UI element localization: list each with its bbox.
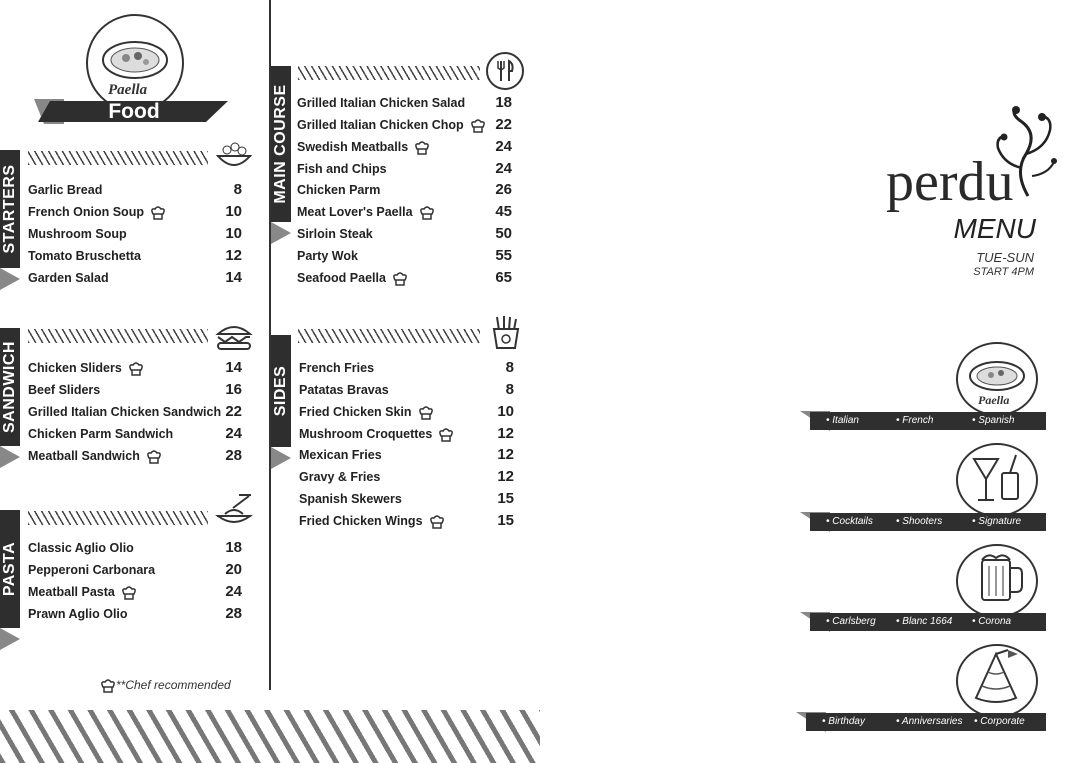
chef-note: **Chef recommended [100, 678, 231, 693]
chef-hat-icon [419, 206, 435, 220]
menu-price: 8 [505, 359, 514, 376]
starters-hatch [28, 151, 208, 165]
category-band: • Carlsberg • Blanc 1664 • Corona [810, 613, 1046, 631]
menu-price: 65 [495, 269, 512, 286]
pasta-hatch [28, 511, 208, 525]
menu-price: 24 [495, 160, 512, 177]
menu-price: 12 [225, 247, 242, 264]
party-hat-icon [956, 644, 1038, 718]
menu-price: 28 [225, 605, 242, 622]
sandwich-hatch [28, 329, 208, 343]
pasta-fork-icon [215, 492, 253, 528]
menu-item: Chicken Parm Sandwich [28, 427, 174, 441]
menu-item: Garlic Bread [28, 183, 103, 197]
menu-item: Fried Chicken Wings [299, 514, 445, 529]
tab-pasta-tail [0, 628, 20, 650]
menu-item: Fried Chicken Skin [299, 405, 434, 420]
menu-price: 14 [225, 359, 242, 376]
menu-item: Patatas Bravas [299, 383, 389, 397]
chef-hat-icon [392, 272, 408, 286]
menu-price: 8 [505, 381, 514, 398]
food-title: Food [108, 100, 160, 123]
open-days: TUE-SUN [976, 250, 1034, 265]
menu-price: 24 [495, 138, 512, 155]
chef-hat-icon [418, 406, 434, 420]
menu-price: 12 [497, 425, 514, 442]
paella-label: Paella [978, 393, 1010, 407]
menu-price: 12 [497, 446, 514, 463]
cutlery-icon [486, 52, 524, 90]
menu-item: Chicken Sliders [28, 361, 144, 376]
menu-item: Beef Sliders [28, 383, 101, 397]
menu-item: Mexican Fries [299, 448, 382, 462]
menu-price: 24 [225, 583, 242, 600]
menu-item: Party Wok [297, 249, 358, 263]
tab-main-course-tail [271, 222, 291, 244]
menu-price: 16 [225, 381, 242, 398]
menu-price: 50 [495, 225, 512, 242]
open-time: START 4PM [973, 266, 1034, 278]
tab-sandwich: SANDWICH [0, 328, 20, 446]
chef-hat-icon [128, 362, 144, 376]
menu-item: French Onion Soup [28, 205, 166, 220]
sandwich-icon [215, 322, 253, 352]
tab-sandwich-tail [0, 446, 20, 468]
chef-hat-icon [438, 428, 454, 442]
chef-hat-icon [100, 679, 116, 693]
menu-title: MENU [953, 213, 1036, 244]
menu-item: Spanish Skewers [299, 492, 402, 506]
menu-item: Seafood Paella [297, 271, 408, 286]
tab-starters: STARTERS [0, 150, 20, 268]
paella-label: Paella [108, 82, 148, 98]
menu-price: 22 [225, 403, 242, 420]
cocktail-icon [956, 443, 1038, 517]
tab-sides: SIDES [271, 335, 291, 447]
chef-hat-icon [121, 586, 137, 600]
brand-logo: perdu [886, 151, 1014, 213]
menu-item: Mushroom Soup [28, 227, 127, 241]
menu-price: 20 [225, 561, 242, 578]
menu-item: Pepperoni Carbonara [28, 563, 156, 577]
menu-price: 14 [225, 269, 242, 286]
menu-item: Sirloin Steak [297, 227, 373, 241]
menu-item: Fish and Chips [297, 162, 387, 176]
main-course-hatch [298, 66, 480, 80]
beer-mug-icon [956, 544, 1038, 618]
menu-item: Meatball Sandwich [28, 449, 162, 464]
chef-hat-icon [150, 206, 166, 220]
menu-item: Classic Aglio Olio [28, 541, 134, 555]
menu-price: 12 [497, 468, 514, 485]
menu-price: 10 [497, 403, 514, 420]
tab-starters-tail [0, 268, 20, 290]
category-band: • Italian • French • Spanish [810, 412, 1046, 430]
menu-price: 10 [225, 203, 242, 220]
french-fries-icon [490, 314, 522, 350]
menu-item: Swedish Meatballs [297, 140, 430, 155]
menu-item: Gravy & Fries [299, 470, 381, 484]
bottom-stripes [0, 710, 540, 763]
menu-price: 10 [225, 225, 242, 242]
menu-item: French Fries [299, 361, 375, 375]
menu-price: 28 [225, 447, 242, 464]
chef-hat-icon [414, 141, 430, 155]
tab-pasta: PASTA [0, 510, 20, 628]
menu-price: 15 [497, 512, 514, 529]
menu-price: 15 [497, 490, 514, 507]
menu-price: 26 [495, 181, 512, 198]
menu-price: 22 [495, 116, 512, 133]
chef-hat-icon [429, 515, 445, 529]
menu-price: 18 [225, 539, 242, 556]
menu-item: Prawn Aglio Olio [28, 607, 128, 621]
menu-item: Garden Salad [28, 271, 109, 285]
menu-price: 45 [495, 203, 512, 220]
salad-bowl-icon [215, 140, 253, 174]
menu-item: Grilled Italian Chicken Sandwich [28, 405, 222, 419]
menu-price: 18 [495, 94, 512, 111]
tab-sides-tail [271, 447, 291, 469]
sides-hatch [298, 329, 480, 343]
menu-price: 24 [225, 425, 242, 442]
category-band: • Birthday • Anniversaries • Corporate [806, 713, 1046, 731]
menu-item: Mushroom Croquettes [299, 427, 454, 442]
paella-icon [86, 14, 184, 112]
menu-item: Chicken Parm [297, 183, 381, 197]
menu-item: Tomato Bruschetta [28, 249, 141, 263]
menu-item: Meatball Pasta [28, 585, 137, 600]
menu-item: Grilled Italian Chicken Chop [297, 118, 486, 133]
menu-item: Grilled Italian Chicken Salad [297, 96, 466, 110]
menu-price: 8 [233, 181, 242, 198]
menu-price: 55 [495, 247, 512, 264]
category-band: • Cocktails • Shooters • Signature [810, 513, 1046, 531]
paella-icon [956, 342, 1038, 416]
tab-main-course: MAIN COURSE [271, 66, 291, 222]
menu-item: Meat Lover's Paella [297, 205, 435, 220]
food-banner [34, 99, 228, 124]
chef-hat-icon [146, 450, 162, 464]
